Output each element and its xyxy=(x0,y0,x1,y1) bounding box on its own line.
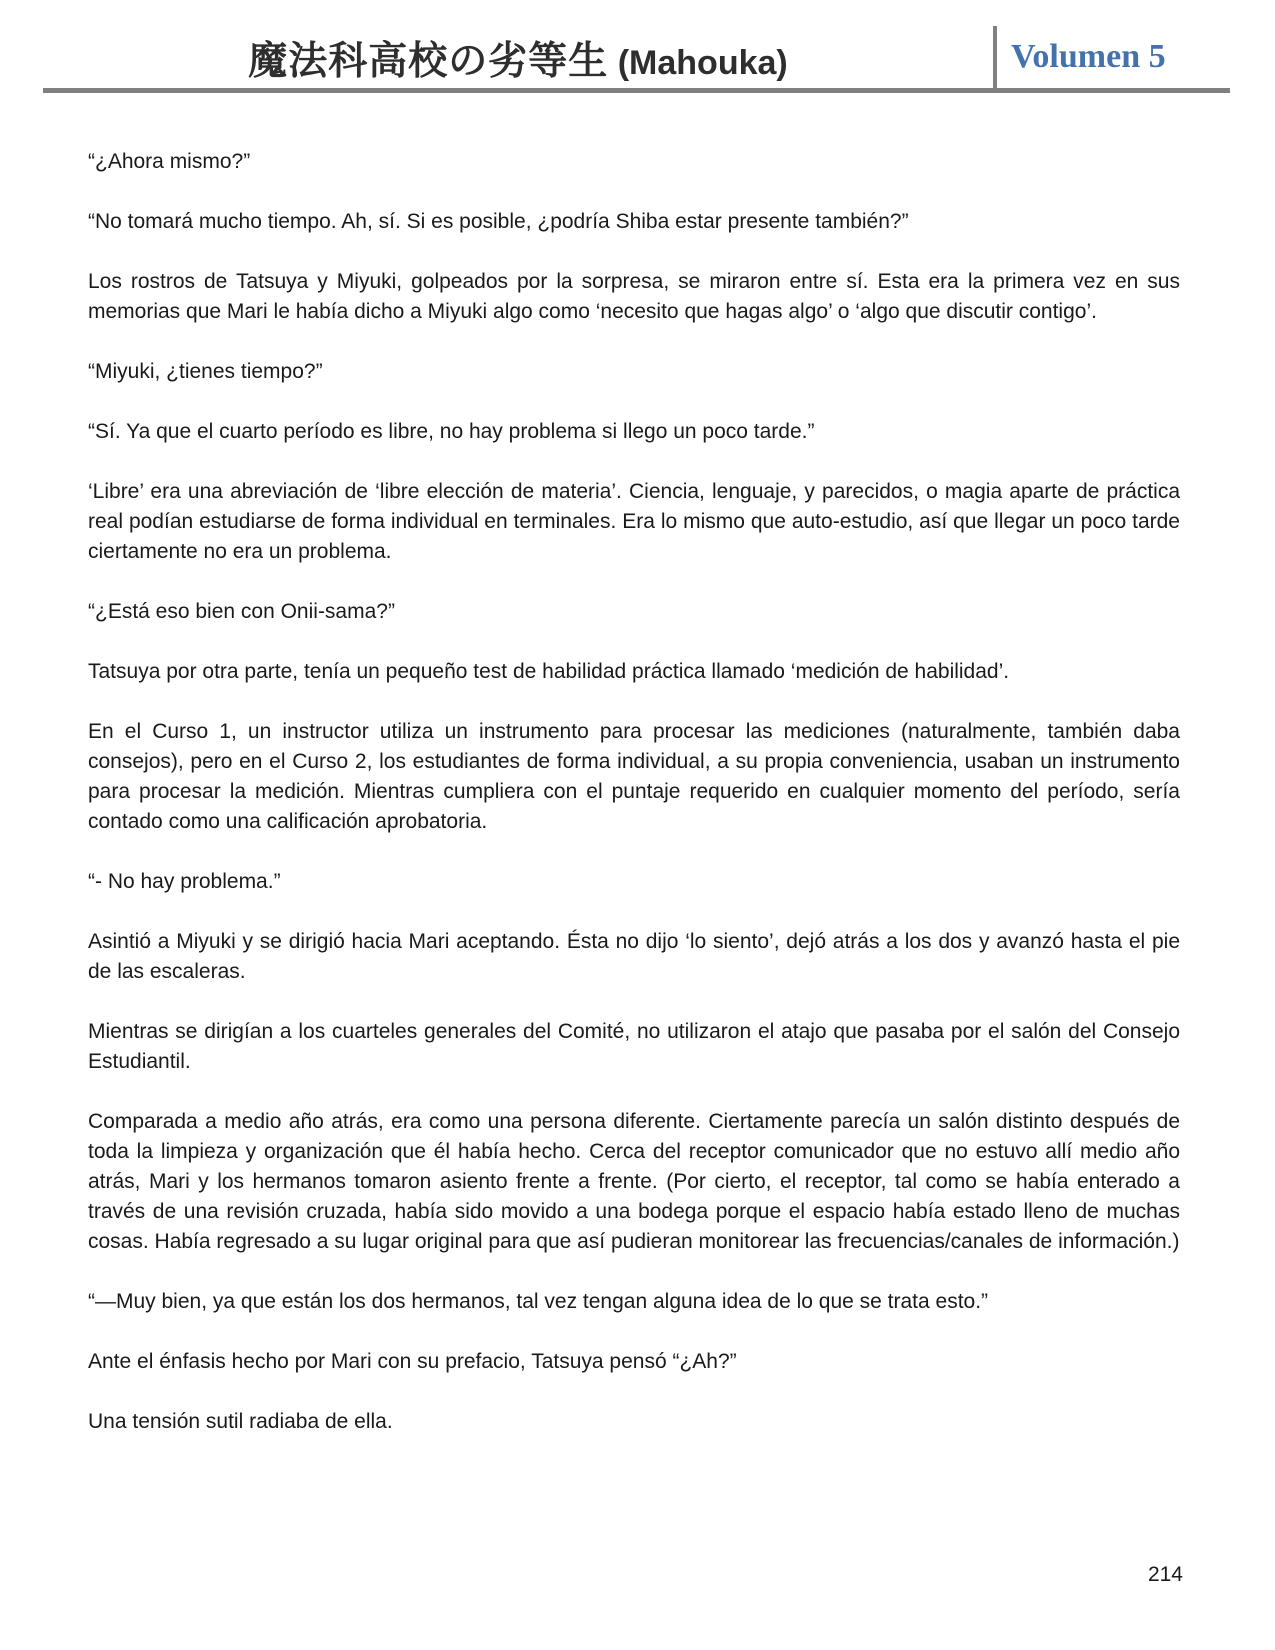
paragraph: “Miyuki, ¿tienes tiempo?” xyxy=(88,360,323,383)
page-number: 214 xyxy=(1147,1563,1183,1586)
paragraph: Asintió a Miyuki y se dirigió hacia Mari aceptando. Ésta no dijo ‘lo siento’, dejó atrás a los dos y avanzó hasta el pie de las escaleras. xyxy=(88,930,1180,983)
paragraph: “Sí. Ya que el cuarto período es libre, no hay problema si llego un poco tarde.” xyxy=(88,420,815,443)
paragraph: Comparada a medio año atrás, era como una persona diferente. Ciertamente parecía un salón distinto después de toda la limpieza y organización que él había hecho. Cerca del receptor comunicador que no estuvo allí medio año atrás, Mari y los hermanos tomaron asiento frente a frente. (Por cierto, el receptor, tal como se había enterado a través de una revisión cruzada, había sido movido a una bodega porque el espacio había estado lleno de muchas cosas. Había regresado a su lugar original para que así pudieran monitorear las frecuencias/canales de información.) xyxy=(88,1110,1180,1253)
paragraph: “¿Está eso bien con Onii-sama?” xyxy=(88,600,395,623)
paragraph: “No tomará mucho tiempo. Ah, sí. Si es posible, ¿podría Shiba estar presente también?” xyxy=(88,210,909,233)
paragraph: Los rostros de Tatsuya y Miyuki, golpeados por la sorpresa, se miraron entre sí. Esta era la primera vez en sus memorias que Mari le había dicho a Miyuki algo como ‘necesito que hagas algo’ o ‘algo que discutir contigo’. xyxy=(88,270,1180,323)
document-title-romaji: (Mahouka) xyxy=(608,44,788,82)
paragraph: Mientras se dirigían a los cuarteles generales del Comité, no utilizaron el atajo que pasaba por el salón del Consejo Estudiantil. xyxy=(88,1020,1180,1073)
paragraph: “—Muy bien, ya que están los dos hermanos, tal vez tengan alguna idea de lo que se trata esto.” xyxy=(88,1290,989,1313)
volume-cell xyxy=(997,38,1230,88)
page-body xyxy=(88,147,1180,1467)
paragraph: Tatsuya por otra parte, tenía un pequeño test de habilidad práctica llamado ‘medición de habilidad’. xyxy=(88,660,1010,683)
paragraph: Ante el énfasis hecho por Mari con su prefacio, Tatsuya pensó “¿Ah?” xyxy=(88,1350,737,1373)
paragraph: ‘Libre’ era una abreviación de ‘libre elección de materia’. Ciencia, lenguaje, y parecidos, o magia aparte de práctica real podían estudiarse de forma individual en terminales. Era lo mismo que auto-estudio, así que llegar un poco tarde ciertamente no era un problema. xyxy=(88,480,1180,563)
paragraph: “- No hay problema.” xyxy=(88,870,281,893)
paragraph: “¿Ahora mismo?” xyxy=(88,150,251,173)
document-title xyxy=(43,30,993,88)
paragraph: Una tensión sutil radiaba de ella. xyxy=(88,1410,393,1433)
volume-label: Volumen 5 xyxy=(1011,38,1166,75)
document-title-japanese: 魔法科高校の劣等生 xyxy=(248,40,609,83)
page-header xyxy=(43,0,1230,93)
paragraph: En el Curso 1, un instructor utiliza un instrumento para procesar las mediciones (naturalmente, también daba consejos), pero en el Curso 2, los estudiantes de forma individual, a su propia conveniencia, usaban un instrumento para procesar la medición. Mientras cumpliera con el puntaje requerido en cualquier momento del período, sería contado como una calificación aprobatoria. xyxy=(88,720,1180,833)
